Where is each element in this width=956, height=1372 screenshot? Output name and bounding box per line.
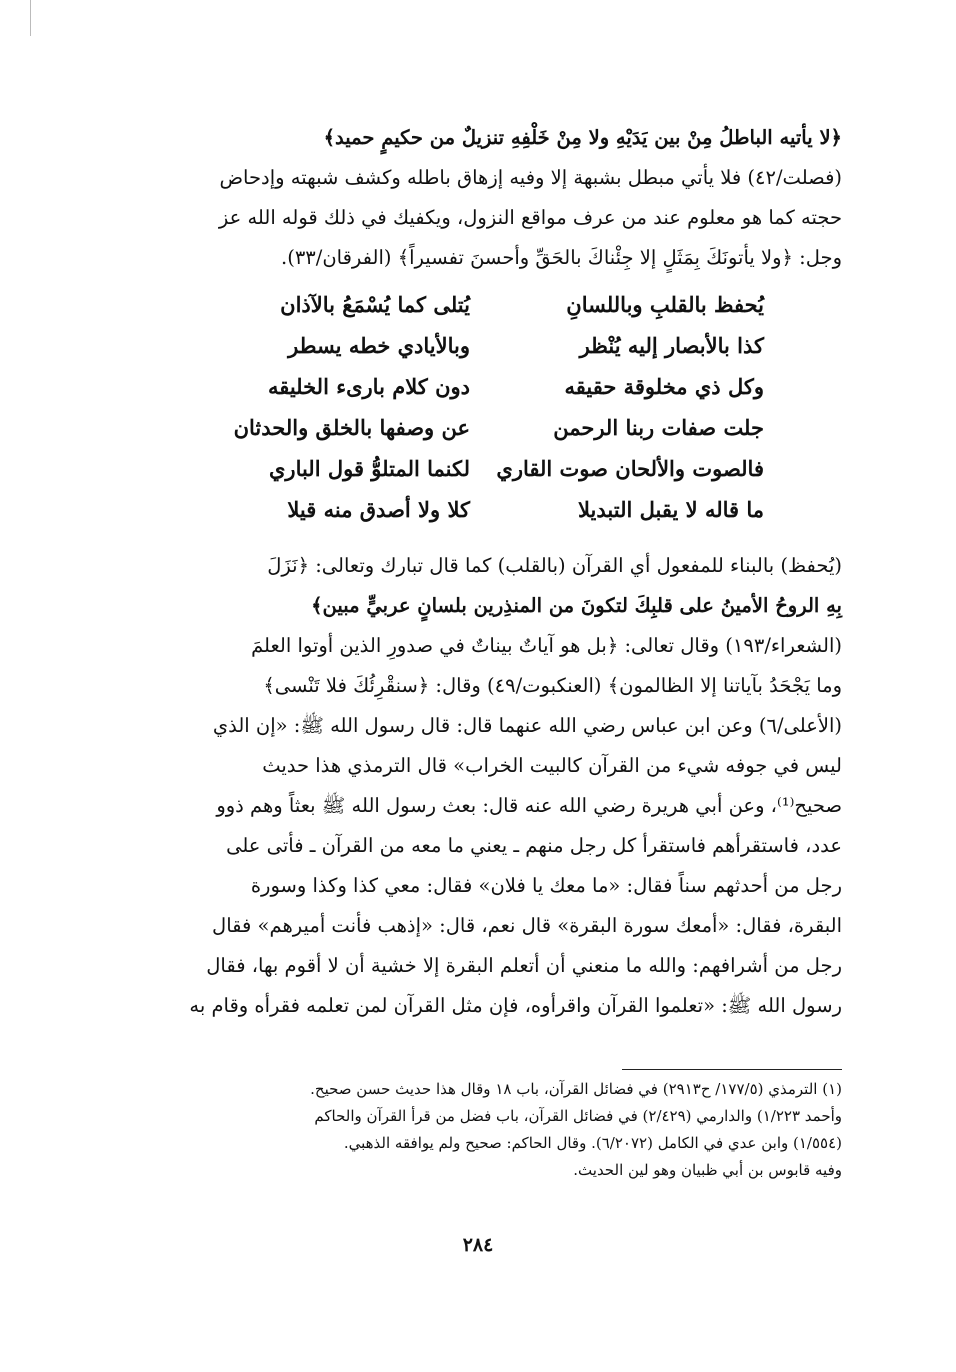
verse-second-hemistich: وبالأيادي خطه يسطر <box>288 333 470 358</box>
poem-block <box>108 284 842 530</box>
text-line: وجل: ﴿ولا يأتونَكَ بِمَثَلٍ إلا جِئْناكَ بالحَقِّ وأحسنَ تفسيراً﴾ (الفرقان/٣٣). <box>281 246 842 269</box>
verse-second-hemistich: يُتلى كما يُسْمَعُ بالآذان <box>280 292 470 317</box>
footnote-divider <box>622 1069 842 1070</box>
footnote-line: وفيه قابوس بن أبي ظبيان وهو لين الحديث. <box>573 1161 842 1179</box>
text-line: وما يَجْحَدُ بآياتنا إلا الظالمون﴾ (العنكبوت/٤٩) وقال: ﴿سنقْرِئُكَ فلا تَنْسى﴾ <box>263 674 842 697</box>
poem-verse <box>108 325 842 366</box>
verse-second-hemistich: عن وصفها بالخلق والحدثان <box>233 415 470 440</box>
text-line: ﴿لا يأتيه الباطلُ مِنْ بين يَدَيْهِ ولا مِنْ خَلْفِهِ تنزيلٌ من حكيمٍ حميد﴾ <box>323 126 842 149</box>
verse-first-hemistich: فالصوت والألحان صوت القاري <box>496 456 764 481</box>
poem-verse <box>108 284 842 325</box>
text-line: رجل من أشرافهم: والله ما منعني أن أتعلم البقرة إلا خشية أن لا أقوم بها، فقال <box>206 954 842 977</box>
text-line: صحيح⁽¹⁾، وعن أبي هريرة رضي الله عنه قال: بعث رسول الله ﷺ بعثاً وهم ذوو <box>216 794 842 817</box>
footnote-line: (١) الترمذي (١٧٧/٥/ ح٢٩١٣) في فضائل القرآن، باب ١٨ وقال هذا حديث حسن صحيح. <box>310 1080 842 1098</box>
page-number: ٢٨٤ <box>462 1234 494 1256</box>
text-line: رجل من أحدثهم سناً فقال: «ما معك يا فلان» فقال: معي كذا وكذا وسورة <box>250 874 842 897</box>
verse-first-hemistich: يُحفظ بالقلبِ وباللسانِ <box>566 292 764 317</box>
commentary-paragraph <box>108 546 842 1026</box>
text-line: البقرة، فقال: «أمعك سورة البقرة» قال نعم، قال: «إذهب فأنت أميرهم» فقال <box>212 914 842 937</box>
footnote-line: وأحمد ١/٢٢٣) والدارمي (٢/٤٢٩) في فضائل القرآن، باب فضل من قرأ القرآن والحاكم <box>314 1107 842 1125</box>
text-line: حجته كما هو معلوم عند من عرف مواقع النزول، ويكفيك في ذلك قوله الله عز <box>218 206 842 229</box>
footnote-line: (١/٥٥٤) وابن عدي في الكامل (٦/٢٠٧٢). وقال الحاكم: صحيح ولم يوافقه الذهبي. <box>343 1134 842 1152</box>
poem-verse <box>108 489 842 530</box>
text-line: (يُحفظ) بالبناء للمفعول أي القرآن (بالقلب) كما قال تبارك وتعالى: ﴿نَزَلَ <box>267 554 842 577</box>
verse-first-hemistich: وكل ذي مخلوقة حقيقه <box>564 374 764 399</box>
text-line: عدد، فاستقرأهم فاستقرأ كل رجل منهم ـ يعني ما معه من القرآن ـ فأتى على <box>226 834 842 857</box>
poem-verse <box>108 448 842 489</box>
verse-second-hemistich: لكنما المتلوُّ قول الباري <box>268 456 470 481</box>
verse-second-hemistich: دون كلام بارىء الخليقه <box>267 374 470 399</box>
text-line: رسول الله ﷺ: «تعلموا القرآن واقرأوه، فإن مثل القرآن لمن تعلمه فقرأه وقام به <box>189 994 842 1017</box>
verse-first-hemistich: كذا بالأبصار إليه يُنْظر <box>579 333 764 358</box>
text-line: بِهِ الروحُ الأمينُ على قلبِكَ لتكونَ من المنذِرين بلسانٍ عربيٍّ مبين﴾ <box>311 594 842 617</box>
page-edge-mark <box>30 0 31 36</box>
opening-paragraph <box>108 118 842 278</box>
verse-first-hemistich: جلت صفات ربنا الرحمن <box>553 415 764 440</box>
poem-verse <box>108 407 842 448</box>
verse-second-hemistich: كلا ولا أصدق منه قيلا <box>287 497 470 522</box>
text-line: ليس في جوفه شيء من القرآن كالبيت الخراب» قال الترمذي هذا حديث <box>262 754 842 777</box>
verse-first-hemistich: ما قاله لا يقبل التبديلا <box>578 497 764 522</box>
footnotes <box>108 1076 842 1184</box>
text-line: (فصلت/٤٢) فلا يأتي مبطل بشبهة إلا وفيه إزهاق باطله وكشف شبهته وإدحاض <box>219 166 842 189</box>
text-line: (الشعراء/١٩٣) وقال تعالى: ﴿بل هو آياتٌ بيناتٌ في صدورِ الذين أوتوا العلمَ <box>251 634 842 657</box>
poem-verse <box>108 366 842 407</box>
text-line: (الأعلى/٦) وعن ابن عباس رضي الله عنهما قال: قال رسول الله ﷺ: «إن الذي <box>212 714 842 737</box>
